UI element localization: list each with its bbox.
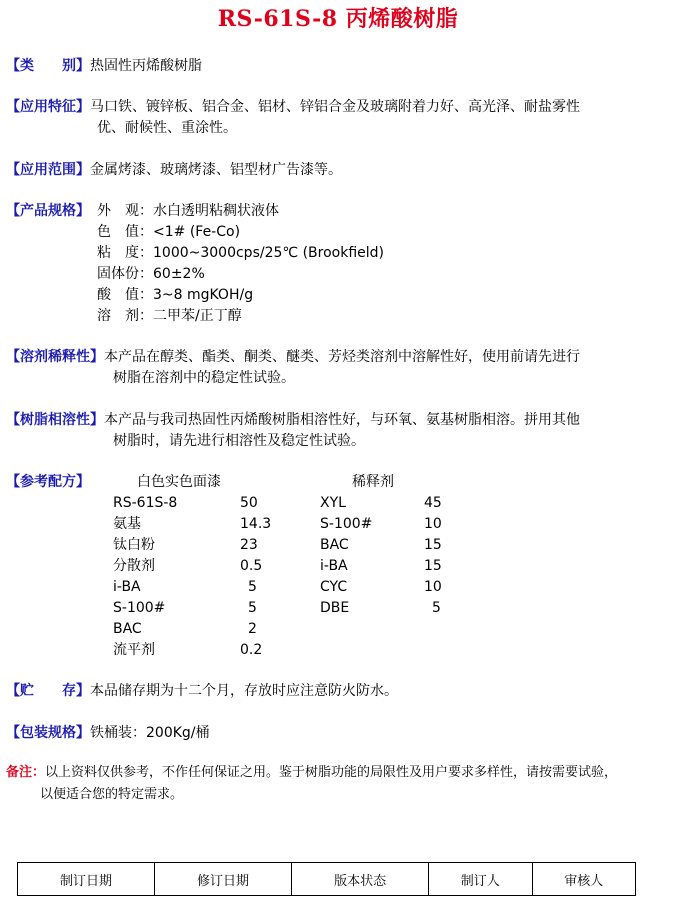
specs-row [6, 201, 90, 222]
note-text-line1: 以上资料仅供参考，不作任何保证之用。鉴于树脂功能的局限性及用户要求多样性，请按需要试验， [45, 765, 618, 780]
formula-left-name: 钛白粉 [113, 537, 155, 553]
cell-made-date: 制订日期 [18, 863, 155, 896]
category-row [6, 56, 202, 77]
revision-table [17, 862, 636, 896]
note-row [6, 762, 617, 784]
formula-left-name: 分散剂 [113, 558, 155, 574]
formula-right-name: DBE [320, 600, 350, 616]
formula-right-value: 45 [424, 495, 442, 511]
scope-label: 【应用范围】 [6, 162, 90, 178]
category-label: 【类 别】 [6, 58, 90, 74]
formula-label: 【参考配方】 [6, 474, 90, 490]
formula-left-name: 流平剂 [113, 642, 155, 658]
formula-right-name: CYC [320, 579, 348, 595]
solvent-label: 【溶剂稀释性】 [6, 349, 104, 365]
note-label: 备注： [6, 765, 46, 780]
features-text-line1: 马口铁、镀锌板、铝合金、铝材、锌铝合金及玻璃附着力好、高光泽、耐盐雾性 [90, 99, 580, 115]
storage-text: 本品储存期为十二个月，存放时应注意防火防水。 [90, 683, 398, 699]
formula-left-name: 氨基 [113, 516, 141, 532]
formula-left-name: RS-61S-8 [113, 495, 178, 511]
formula-right-value: 10 [424, 516, 442, 532]
cell-version-status: 版本状态 [292, 863, 429, 896]
compat-row [6, 410, 580, 431]
formula-left-value: 5 [248, 579, 257, 595]
cell-revised-date: 修订日期 [155, 863, 292, 896]
cell-reviewer: 审核人 [532, 863, 635, 896]
spec-solids: 固体份：60±2% [97, 266, 205, 282]
scope-text: 金属烤漆、玻璃烤漆、铝型材广告漆等。 [90, 162, 342, 178]
formula-left-value: 5 [248, 600, 257, 616]
formula-left-value: 0.5 [240, 558, 263, 574]
formula-left-value: 0.2 [240, 642, 263, 658]
formula-right-value: 5 [432, 600, 441, 616]
spec-solvent: 溶 剂：二甲苯/正丁醇 [97, 308, 242, 324]
formula-left-name: BAC [113, 621, 142, 637]
formula-right-name: i-BA [320, 558, 348, 574]
cell-author: 制订人 [429, 863, 532, 896]
features-label: 【应用特征】 [6, 99, 90, 115]
formula-left-value: 23 [240, 537, 258, 553]
formula-right-name: XYL [320, 495, 346, 511]
formula-right-name: BAC [320, 537, 349, 553]
features-text-line2: 优、耐候性、重涂性。 [97, 120, 237, 136]
scope-row [6, 160, 342, 181]
note-text-line2: 以便适合您的特定需求。 [40, 787, 184, 802]
storage-row [6, 681, 398, 702]
spec-viscosity: 粘 度：1000~3000cps/25℃ (Brookfield) [97, 245, 384, 261]
formula-left-name: i-BA [113, 579, 141, 595]
solvent-row [6, 347, 580, 368]
formula-right-value: 10 [424, 579, 442, 595]
formula-left-value: 2 [248, 621, 257, 637]
formula-right-value: 15 [424, 537, 442, 553]
formula-left-value: 14.3 [240, 516, 272, 532]
packaging-row [6, 723, 210, 744]
formula-right-title: 稀释剂 [352, 474, 394, 490]
packaging-text: 铁桶装：200Kg/桶 [90, 725, 210, 741]
compat-text-line1: 本产品与我司热固性丙烯酸树脂相溶性好，与环氧、氨基树脂相溶。拼用其他 [104, 412, 580, 428]
category-text: 热固性丙烯酸树脂 [90, 58, 202, 74]
storage-label: 【贮 存】 [6, 683, 90, 699]
formula-right-value: 15 [424, 558, 442, 574]
compat-label: 【树脂相溶性】 [6, 412, 104, 428]
spec-appearance: 外 观：水白透明粘稠状液体 [97, 203, 279, 219]
formula-right-name: S-100# [320, 516, 373, 532]
formula-row [6, 472, 90, 493]
features-row [6, 97, 580, 118]
spec-color-value: 色 值：<1# (Fe-Co) [97, 224, 241, 240]
formula-left-name: S-100# [113, 600, 166, 616]
packaging-label: 【包装规格】 [6, 725, 90, 741]
compat-text-line2: 树脂时，请先进行相溶性及稳定性试验。 [113, 433, 365, 449]
spec-acid-value: 酸 值：3~8 mgKOH/g [97, 287, 254, 303]
solvent-text-line2: 树脂在溶剂中的稳定性试验。 [113, 370, 295, 386]
formula-left-title: 白色实色面漆 [137, 474, 221, 490]
formula-left-value: 50 [240, 495, 258, 511]
revision-table-header-row [18, 863, 636, 896]
document-title: RS-61S-8 丙烯酸树脂 [217, 6, 459, 32]
specs-label: 【产品规格】 [6, 203, 90, 219]
solvent-text-line1: 本产品在醇类、酯类、酮类、醚类、芳烃类溶剂中溶解性好，使用前请先进行 [104, 349, 580, 365]
